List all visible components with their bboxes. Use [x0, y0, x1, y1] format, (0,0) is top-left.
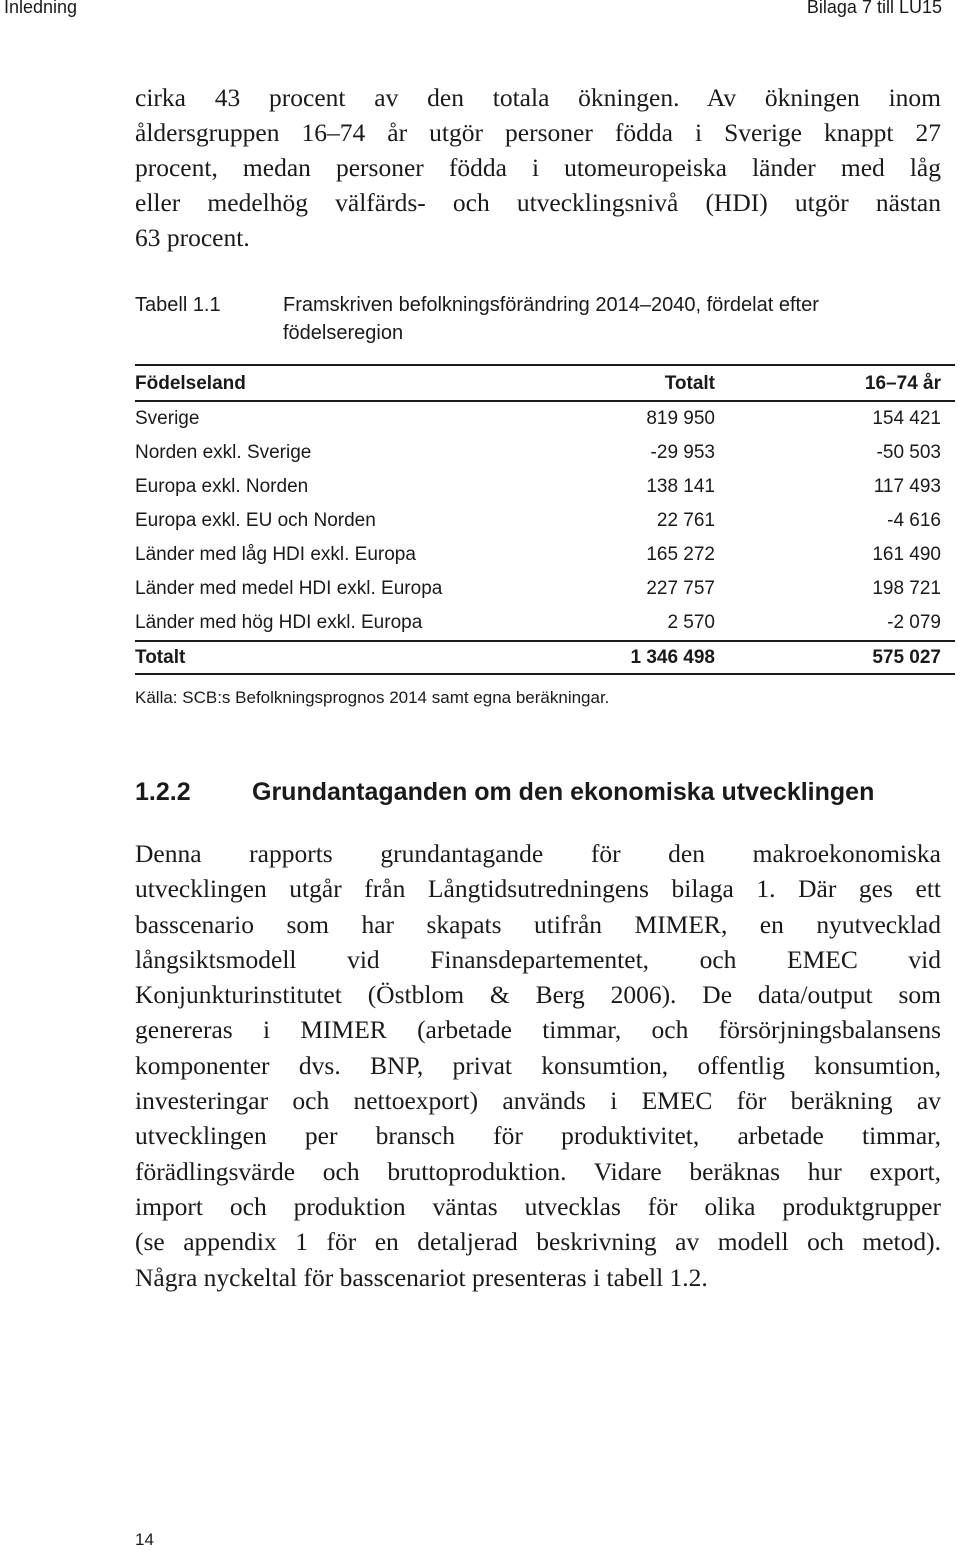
- text-line: Denna rapports grundantagande för den makroekonomiska: [135, 839, 941, 868]
- text-line: cirka 43 procent av den totala ökningen. Av ökningen inom: [135, 83, 941, 112]
- table-cell: -4 616: [887, 510, 941, 531]
- table-row: [135, 572, 955, 606]
- table-cell: 22 761: [656, 510, 715, 531]
- table-cell: 138 141: [646, 476, 715, 497]
- section-number: 1.2.2: [135, 778, 191, 806]
- table-row: [135, 504, 955, 538]
- table-cell: Europa exkl. EU och Norden: [135, 510, 376, 531]
- table-cell: Norden exkl. Sverige: [135, 442, 312, 463]
- text-line: import och produktion väntas utvecklas för olika produktgrupper: [135, 1191, 941, 1221]
- text-line: Några nyckeltal för basscenariot presenteras i tabell 1.2.: [135, 1262, 708, 1292]
- table-cell: -29 953: [650, 442, 715, 463]
- table-cell: 198 721: [872, 578, 941, 599]
- text-line: åldersgruppen 16–74 år utgör personer födda i Sverige knappt 27: [135, 118, 941, 147]
- table-caption-number: Tabell 1.1: [135, 294, 221, 316]
- table-cell: Länder med hög HDI exkl. Europa: [135, 612, 423, 633]
- text-line: genereras i MIMER (arbetade timmar, och försörjningsbalansens: [135, 1015, 941, 1045]
- table-cell: Länder med medel HDI exkl. Europa: [135, 578, 443, 599]
- text-line: procent, medan personer födda i utomeuropeiska länder med låg: [135, 153, 941, 182]
- column-header: 16–74 år: [864, 373, 941, 394]
- table-cell: 1 346 498: [630, 647, 715, 668]
- table-header-row: [135, 367, 955, 401]
- header-section-label: Inledning: [4, 0, 78, 17]
- table-row: [135, 606, 955, 640]
- table-bottom-rule: [135, 673, 955, 675]
- table-cell: -50 503: [876, 442, 941, 463]
- text-line: 63 procent.: [135, 223, 250, 252]
- table-source-note: Källa: SCB:s Befolkningsprognos 2014 samt egna beräkningar.: [135, 688, 610, 707]
- table-cell: 819 950: [646, 408, 715, 429]
- header-document-label: Bilaga 7 till LU15: [806, 0, 942, 17]
- column-header: Totalt: [664, 373, 715, 394]
- table-row: [135, 402, 955, 436]
- text-line: utvecklingen per bransch för produktivitet, arbetade timmar,: [135, 1121, 941, 1151]
- table-cell: 575 027: [872, 647, 941, 668]
- table-top-rule: [135, 364, 955, 366]
- text-line: utvecklingen utgår från Långtidsutredningens bilaga 1. Där ges ett: [135, 874, 941, 904]
- text-line: investeringar och nettoexport) används i EMEC för beräkning av: [135, 1086, 941, 1116]
- table-cell: Totalt: [135, 647, 186, 668]
- table-row: [135, 436, 955, 470]
- table-cell: Sverige: [135, 408, 200, 429]
- text-line: basscenario som har skapats utifrån MIMER, en nyutvecklad: [135, 909, 941, 939]
- intro-paragraph: [135, 80, 941, 255]
- table-cell: -2 079: [887, 612, 941, 633]
- table-total-row: [135, 641, 955, 675]
- text-line: (se appendix 1 för en detaljerad beskrivning av modell och metod).: [135, 1227, 941, 1257]
- column-header: Födelseland: [135, 373, 246, 394]
- table-cell: 227 757: [646, 578, 715, 599]
- page-number: 14: [135, 1530, 154, 1549]
- text-line: komponenter dvs. BNP, privat konsumtion, offentlig konsumtion,: [135, 1050, 941, 1080]
- text-line: eller medelhög välfärds- och utvecklingsnivå (HDI) utgör nästan: [135, 188, 941, 217]
- section-title: Grundantaganden om den ekonomiska utvecklingen: [252, 778, 875, 806]
- body-paragraph: [135, 836, 941, 1295]
- text-line: långsiktsmodell vid Finansdepartementet, och EMEC vid: [135, 944, 941, 974]
- table-caption-text: Framskriven befolkningsförändring 2014–2040, fördelat efter födelseregion: [283, 294, 819, 344]
- table-cell: 165 272: [646, 544, 715, 565]
- text-line: Konjunkturinstitutet (Östblom & Berg 2006). De data/output som: [135, 980, 941, 1010]
- table-row: [135, 538, 955, 572]
- table-row: [135, 470, 955, 504]
- table-cell: 117 493: [873, 476, 941, 497]
- page-header: [0, 0, 960, 22]
- table-cell: 161 490: [872, 544, 941, 565]
- table-cell: 154 421: [872, 408, 941, 429]
- table-cell: Länder med låg HDI exkl. Europa: [135, 544, 416, 565]
- table-cell: 2 570: [667, 612, 715, 633]
- table-cell: Europa exkl. Norden: [135, 476, 309, 497]
- text-line: förädlingsvärde och bruttoproduktion. Vidare beräknas hur export,: [135, 1156, 941, 1186]
